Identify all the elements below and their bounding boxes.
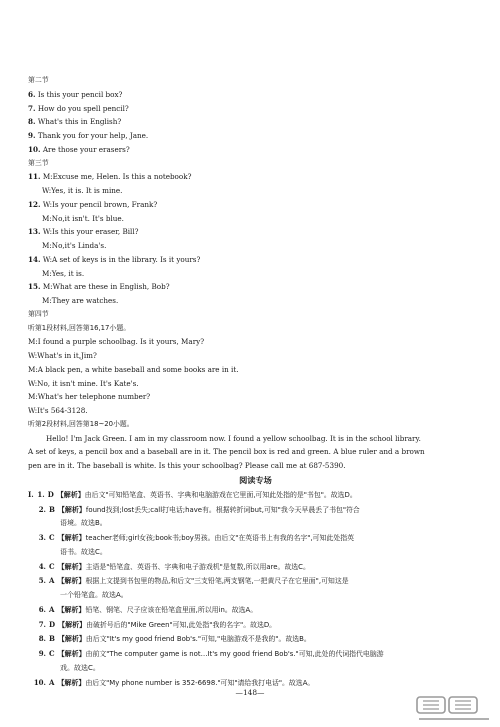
question-line <box>28 129 483 143</box>
analysis-tag: 【解析】 <box>57 577 86 586</box>
analysis-tag: 【解析】 <box>58 620 87 629</box>
dialog-reply: W:Yes, it is. It is mine. <box>42 186 123 195</box>
question-number: 7. <box>28 103 36 113</box>
analysis-continuation: 语境。故选B。 <box>60 519 107 528</box>
answer-item <box>28 560 483 575</box>
reading-section-title: 阅读专场 <box>239 474 272 485</box>
question-line <box>28 88 483 102</box>
analysis-text: 由后文"My phone number is 352-6698."可知"请给我打电话"。故选A。 <box>85 678 315 687</box>
answer-number: 1. <box>37 489 45 499</box>
analysis-continuation: 戏。故选C。 <box>60 663 100 672</box>
question-number: 9. <box>28 131 36 140</box>
dialog-reply: M:No,it isn't. It's blue. <box>42 213 124 223</box>
answer-option: B <box>49 634 55 644</box>
dialog-speaker-a: W:Is this your eraser, Bill? <box>42 227 139 237</box>
answer-item <box>28 574 483 589</box>
analysis-text: 根据上文提到书包里的物品,和后文"三支铅笔,两支钢笔,一把黄尺子在它里面",可知这是 <box>85 577 349 586</box>
analysis-text: 由后文"It's my good friend Bob's."可知,"电脑游戏不是我的"。故选B。 <box>85 635 311 644</box>
dialog-speaker-a: W:Is your pencil brown, Frank? <box>42 199 158 209</box>
watermark-logo-icon <box>415 694 495 724</box>
dialog-reply: M:Yes, it is. <box>42 268 85 278</box>
answer-item <box>28 531 483 546</box>
dialog-speaker-a: W:A set of keys is in the library. Is it yours? <box>42 254 201 264</box>
dialog-line <box>28 170 483 184</box>
answer-number: 3. <box>38 533 46 542</box>
question-text: What's this in English? <box>37 117 122 127</box>
dialog-line: W:It's 564-3128. <box>28 406 88 415</box>
answer-number: 7. <box>38 619 46 629</box>
answer-option: A <box>49 604 55 614</box>
analysis-tag: 【解析】 <box>57 678 86 687</box>
dialog-speaker-a: M:Excuse me, Helen. Is this a notebook? <box>42 172 192 182</box>
passage-line: pen are in it. The baseball is white. Is this your schoolbag? Please call me at 687-5390. <box>28 461 346 470</box>
analysis-tag: 【解析】 <box>57 650 86 658</box>
analysis-continuation: 一个铅笔盒。故选A。 <box>60 591 128 599</box>
analysis-text: teacher老师;girl女孩;book书;boy男孩。由后文"在英语书上有我的名字",可知此处指英 <box>85 534 355 542</box>
answer-section-prefix: Ⅰ. <box>28 489 34 499</box>
dialog-number: 13. <box>28 227 41 237</box>
dialog-line: W:No, it isn't mine. It's Kate's. <box>28 378 139 388</box>
answer-item <box>28 603 483 618</box>
dialog-line <box>28 198 483 212</box>
answer-option: A <box>49 576 55 586</box>
answer-option: C <box>49 649 55 658</box>
section-heading-2: 第二节 <box>28 76 49 84</box>
question-line <box>28 143 483 157</box>
question-number: 6. <box>28 89 36 99</box>
analysis-tag: 【解析】 <box>57 605 86 614</box>
dialog-line <box>28 253 483 267</box>
answer-option: C <box>49 533 55 542</box>
passage-line: Hello! I'm Jack Green. I am in my classroom now. I found a yellow schoolbag. It is in the school library. <box>46 433 421 443</box>
answer-option: C <box>49 561 55 571</box>
answer-item <box>28 503 483 518</box>
answer-number: 6. <box>38 604 46 614</box>
question-text: Thank you for your help, Jane. <box>37 131 149 140</box>
dialog-line: W:What's in it,Jim? <box>28 351 97 360</box>
dialog-reply: M:They are watches. <box>42 296 119 305</box>
analysis-text: 由破折号后的"Mike Green"可知,此处指"我的名字"。故选D。 <box>86 620 277 629</box>
analysis-continuation: 语书。故选C。 <box>60 547 107 556</box>
question-text: Is this your pencil box? <box>37 89 123 99</box>
question-text: How do you spell pencil? <box>37 103 129 113</box>
dialog-number: 11. <box>28 172 41 182</box>
answer-number: 2. <box>38 504 46 514</box>
section-heading-4: 第四节 <box>28 309 49 318</box>
dialog-reply: M:No,it's Linda's. <box>42 241 107 250</box>
analysis-text: 由后文"可知铅笔盒、英语书、字典和电脑游戏在它里面,可知此处指的是"书包"。故选D。 <box>84 490 357 499</box>
analysis-tag: 【解析】 <box>57 534 86 542</box>
answer-item <box>28 488 483 503</box>
analysis-tag: 【解析】 <box>56 490 85 499</box>
dialog-number: 15. <box>28 282 41 292</box>
dialog-number: 14. <box>28 254 41 264</box>
analysis-text: 由前文"The computer game is not…It's my good friend Bob's."可知,此处的代词指代电脑游 <box>85 650 384 658</box>
dialog-speaker-a: M:What are these in English, Bob? <box>42 282 170 292</box>
analysis-text: found找到;lost丢失;call打电话;have有。根据转折词but,可知"我今天早晨丢了书包"符合 <box>85 505 360 514</box>
passage-line: A set of keys, a pencil box and a baseball are in it. The pencil box is red and green. A blue ruler and a brown <box>28 447 425 457</box>
answer-option: B <box>49 504 55 514</box>
dialog-line <box>28 280 483 294</box>
analysis-tag: 【解析】 <box>57 635 86 644</box>
answer-option: A <box>49 677 55 687</box>
question-text: Are those your erasers? <box>42 144 130 154</box>
analysis-tag: 【解析】 <box>57 505 86 514</box>
answer-item <box>28 618 483 633</box>
document-content <box>28 74 483 690</box>
answer-number: 4. <box>38 561 46 571</box>
page-number: —148— <box>235 688 265 697</box>
analysis-tag: 【解析】 <box>57 562 86 571</box>
question-line <box>28 115 483 129</box>
dialog-line: M:I found a purple schoolbag. Is it yours, Mary? <box>28 337 205 347</box>
answer-number: 9. <box>38 649 46 658</box>
listening-intro-1: 听第1段材料,回答第16,17小题。 <box>28 323 131 332</box>
answer-option: D <box>49 619 56 629</box>
answer-number: 5. <box>38 576 46 586</box>
dialog-line <box>28 225 483 239</box>
question-line <box>28 102 483 116</box>
question-number: 10. <box>28 144 41 154</box>
section-heading-3: 第三节 <box>28 158 49 167</box>
answer-number: 8. <box>38 634 46 644</box>
dialog-line: M:What's her telephone number? <box>28 392 151 402</box>
answer-number: 10. <box>33 677 46 687</box>
answer-item <box>28 647 483 662</box>
analysis-text: 铅笔、钢笔、尺子应该在铅笔盒里面,所以用in。故选A。 <box>85 605 258 614</box>
answer-item <box>28 632 483 647</box>
listening-intro-2: 听第2段材料,回答第18~20小题。 <box>28 419 134 428</box>
dialog-line: M:A black pen, a white baseball and some books are in it. <box>28 364 239 374</box>
answer-option: D <box>47 489 54 499</box>
dialog-number: 12. <box>28 199 41 209</box>
question-number: 8. <box>28 117 36 127</box>
analysis-text: 主语是"铅笔盒、英语书、字典和电子游戏机"是复数,所以用are。故选C。 <box>85 562 310 571</box>
